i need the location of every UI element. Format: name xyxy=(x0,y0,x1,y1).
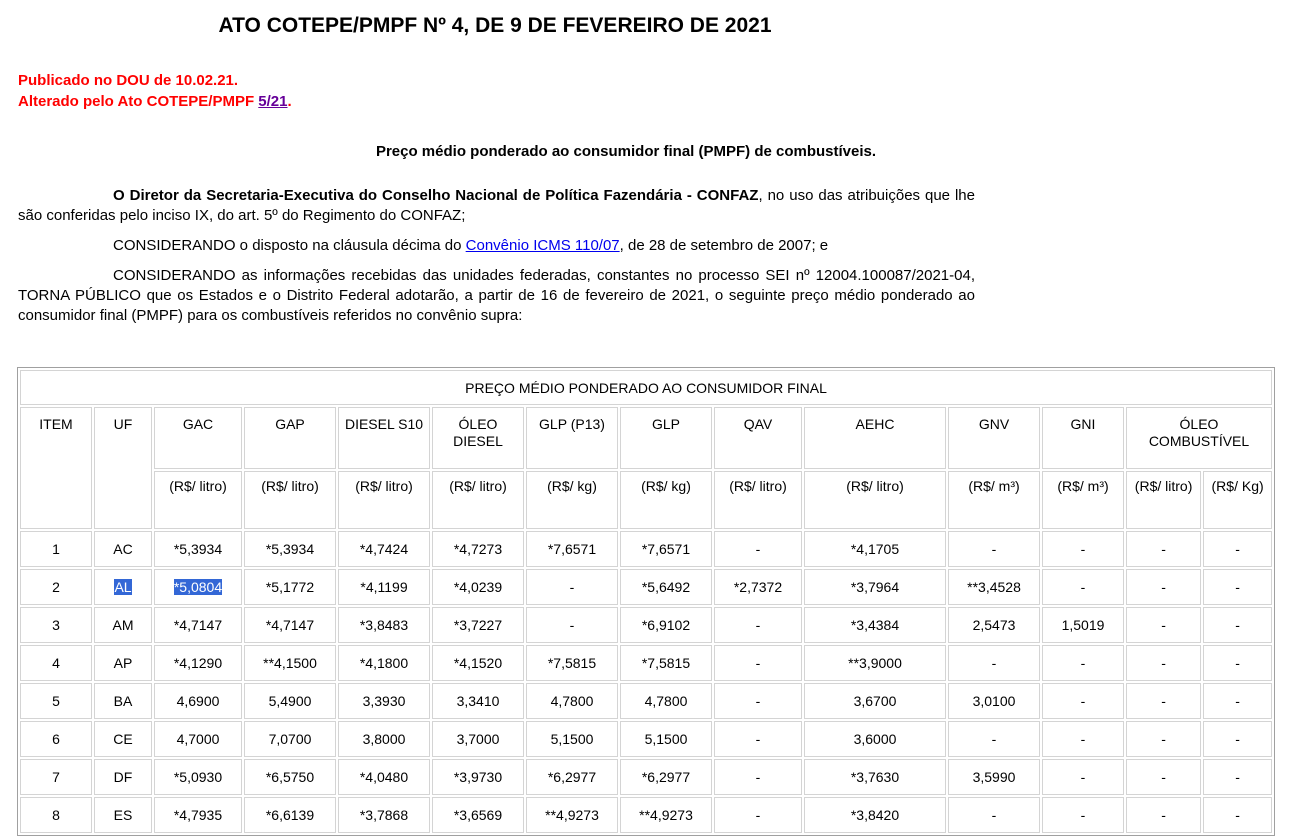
cell-value: *7,6571 xyxy=(547,541,597,557)
column-header: GAC xyxy=(154,407,242,469)
cell-value: - xyxy=(1235,769,1240,785)
cell-value: *7,5815 xyxy=(547,655,597,671)
cell-value: *4,0480 xyxy=(359,769,409,785)
cell-value: *4,7147 xyxy=(173,617,223,633)
table-cell xyxy=(1042,569,1124,605)
unit-cell: (R$/ litro) xyxy=(338,471,430,529)
table-cell xyxy=(154,797,242,833)
cell-value: *3,8483 xyxy=(359,617,409,633)
cell-value: 4,7800 xyxy=(644,693,688,709)
cell-value: **4,1500 xyxy=(263,655,317,671)
cell-value: - xyxy=(1080,693,1086,709)
table-cell xyxy=(244,645,336,681)
cell-value: *4,7935 xyxy=(173,807,223,823)
cell-value: *3,7630 xyxy=(850,769,900,785)
cell-value: 5 xyxy=(52,693,60,709)
cell-value: 4 xyxy=(52,655,60,671)
unit-cell: (R$/ litro) xyxy=(154,471,242,529)
cell-value: *4,1199 xyxy=(360,579,408,595)
table-cell xyxy=(1042,645,1124,681)
table-cell xyxy=(432,683,524,719)
table-cell xyxy=(948,759,1040,795)
cell-value: *3,9730 xyxy=(453,769,503,785)
table-cell xyxy=(338,531,430,567)
column-header: GAP xyxy=(244,407,336,469)
table-cell xyxy=(1203,797,1272,833)
cell-value: - xyxy=(1235,655,1240,671)
altered-line xyxy=(18,91,292,112)
cell-value: **4,9273 xyxy=(639,807,693,823)
table-cell xyxy=(1126,531,1201,567)
unit-cell: (R$/ litro) xyxy=(432,471,524,529)
cell-value: - xyxy=(991,541,997,557)
units-row xyxy=(20,471,1272,529)
altered-prefix: Alterado pelo Ato COTEPE/PMPF xyxy=(18,93,259,110)
cell-value: 4,7000 xyxy=(176,731,220,747)
column-header: ÓLEO COMBUSTÍVEL xyxy=(1126,407,1272,469)
cell-value: - xyxy=(1080,769,1086,785)
table-cell xyxy=(1126,683,1201,719)
table-cell xyxy=(948,569,1040,605)
cell-value: - xyxy=(1161,617,1166,633)
column-header: AEHC xyxy=(804,407,946,469)
cell-value: DF xyxy=(113,769,133,785)
table-cell xyxy=(154,759,242,795)
table-cell xyxy=(20,759,92,795)
table-cell xyxy=(1126,645,1201,681)
column-header: GLP xyxy=(620,407,712,469)
cell-value: BA xyxy=(113,693,133,709)
cell-value: 3,8000 xyxy=(362,731,406,747)
cell-value: *5,6492 xyxy=(641,579,691,595)
table-cell xyxy=(620,645,712,681)
cell-value: *4,1290 xyxy=(173,655,223,671)
table-cell xyxy=(20,721,92,757)
cell-value: - xyxy=(1080,731,1086,747)
considerando-1-pre: CONSIDERANDO o disposto na cláusula décima do xyxy=(113,237,466,254)
altered-suffix: . xyxy=(287,93,292,110)
table-cell xyxy=(526,797,618,833)
table-cell xyxy=(714,607,802,643)
cell-value: *4,1520 xyxy=(453,655,503,671)
cell-value: 2 xyxy=(52,579,60,595)
cell-value: *4,7273 xyxy=(453,541,503,557)
unit-cell: (R$/ m³) xyxy=(1042,471,1124,529)
table-cell xyxy=(804,569,946,605)
unit-cell: (R$/ litro) xyxy=(714,471,802,529)
cell-value: - xyxy=(569,579,575,595)
table-row xyxy=(20,721,1272,757)
paragraph-considerando-1 xyxy=(18,236,975,256)
table-cell xyxy=(620,607,712,643)
document-title: ATO COTEPE/PMPF Nº 4, DE 9 DE FEVEREIRO DE 2021 xyxy=(218,14,772,37)
table-cell xyxy=(1126,797,1201,833)
table-cell xyxy=(94,531,152,567)
cell-value: 6 xyxy=(52,731,60,747)
cell-value: - xyxy=(755,541,761,557)
table-cell xyxy=(948,797,1040,833)
unit-cell: (R$/ litro) xyxy=(244,471,336,529)
cell-value: - xyxy=(991,731,997,747)
table-cell xyxy=(948,683,1040,719)
table-cell xyxy=(714,797,802,833)
cell-value: 5,1500 xyxy=(644,731,688,747)
unit-cell: (R$/ litro) xyxy=(1126,471,1201,529)
paragraph-director xyxy=(18,186,975,226)
cell-value: **4,9273 xyxy=(545,807,599,823)
table-cell xyxy=(1203,721,1272,757)
table-row xyxy=(20,607,1272,643)
cell-value: - xyxy=(1235,541,1240,557)
cell-value: *5,0930 xyxy=(173,769,223,785)
column-header: GLP (P13) xyxy=(526,407,618,469)
table-cell xyxy=(1126,721,1201,757)
cell-value: 5,1500 xyxy=(550,731,594,747)
cell-value: - xyxy=(755,617,761,633)
cell-value: - xyxy=(1161,693,1166,709)
table-cell xyxy=(432,759,524,795)
table-cell xyxy=(714,683,802,719)
table-row xyxy=(20,645,1272,681)
table-cell xyxy=(804,531,946,567)
cell-value: - xyxy=(1235,617,1240,633)
table-cell xyxy=(620,759,712,795)
table-cell xyxy=(94,683,152,719)
table-cell xyxy=(338,797,430,833)
paragraph-considerando-2: CONSIDERANDO as informações recebidas das unidades federadas, constantes no processo SEI nº 12004.100087/2021-04, TORNA PÚBLICO que os Estados e o Distrito Federal adotarão, a partir de 16 de fevereiro de 2021, o seguinte preço médio ponderado ao consumidor final (PMPF) para os combustíveis referidos no convênio supra: xyxy=(18,267,975,324)
cell-value: 3,6700 xyxy=(853,693,897,709)
table-cell xyxy=(526,759,618,795)
table-cell xyxy=(804,645,946,681)
cell-value: *2,7372 xyxy=(733,579,783,595)
cell-value: - xyxy=(991,655,997,671)
table-cell xyxy=(1203,531,1272,567)
table-cell xyxy=(714,645,802,681)
table-cell xyxy=(20,569,92,605)
considerando-1-post: , de 28 de setembro de 2007; e xyxy=(619,237,829,254)
table-row xyxy=(20,797,1272,833)
cell-value: - xyxy=(1235,807,1240,823)
table-cell xyxy=(714,569,802,605)
table-cell xyxy=(620,683,712,719)
table-cell xyxy=(948,607,1040,643)
table-cell xyxy=(432,797,524,833)
cell-value: *4,7424 xyxy=(359,541,409,557)
table-cell xyxy=(948,645,1040,681)
table-cell xyxy=(244,759,336,795)
cell-value: 4,6900 xyxy=(176,693,220,709)
table-row xyxy=(20,759,1272,795)
cell-value: - xyxy=(1161,579,1166,595)
table-cell xyxy=(338,645,430,681)
table-cell xyxy=(714,531,802,567)
table-cell xyxy=(94,759,152,795)
publication-note xyxy=(18,70,292,112)
cell-value: *7,6571 xyxy=(641,541,691,557)
cell-value: - xyxy=(1235,731,1240,747)
table-cell xyxy=(338,721,430,757)
cell-value: 2,5473 xyxy=(972,617,1016,633)
table-cell xyxy=(1126,569,1201,605)
table-cell xyxy=(804,721,946,757)
table-cell xyxy=(432,645,524,681)
cell-value: *4,0239 xyxy=(453,579,503,595)
document-subject: Preço médio ponderado ao consumidor final (PMPF) de combustíveis. xyxy=(375,143,877,160)
cell-value: 3,5990 xyxy=(972,769,1016,785)
director-title: O Diretor da Secretaria-Executiva do Conselho Nacional de Política Fazendária - CONFAZ xyxy=(113,187,759,204)
table-cell xyxy=(714,721,802,757)
table-cell xyxy=(432,531,524,567)
table-cell xyxy=(620,569,712,605)
cell-value: *3,7227 xyxy=(453,617,503,633)
published-line: Publicado no DOU de 10.02.21. xyxy=(18,72,239,89)
unit-cell: (R$/ Kg) xyxy=(1203,471,1272,529)
cell-value: 3,7000 xyxy=(456,731,500,747)
cell-value: *3,4384 xyxy=(850,617,900,633)
cell-value: - xyxy=(1161,807,1166,823)
cell-value: - xyxy=(1080,655,1086,671)
column-header: QAV xyxy=(714,407,802,469)
table-row xyxy=(20,569,1272,605)
cell-value: *6,2977 xyxy=(641,769,691,785)
table-cell xyxy=(154,683,242,719)
cell-value: *6,5750 xyxy=(265,769,315,785)
table-cell xyxy=(526,531,618,567)
unit-cell: (R$/ m³) xyxy=(948,471,1040,529)
table-cell xyxy=(20,797,92,833)
table-cell xyxy=(338,759,430,795)
cell-value: - xyxy=(1161,769,1166,785)
cell-value: *7,5815 xyxy=(641,655,691,671)
cell-value: - xyxy=(1161,655,1166,671)
cell-value: - xyxy=(1161,541,1166,557)
table-cell xyxy=(244,607,336,643)
table-cell xyxy=(1203,645,1272,681)
cell-value: - xyxy=(755,693,761,709)
cell-value: AM xyxy=(112,617,134,633)
cell-value: 3 xyxy=(52,617,60,633)
cell-value: - xyxy=(1080,579,1086,595)
cell-value: - xyxy=(991,807,997,823)
table-row xyxy=(20,531,1272,567)
header-row xyxy=(20,407,1272,469)
table-cell xyxy=(94,721,152,757)
table-cell xyxy=(714,759,802,795)
cell-value: *3,6569 xyxy=(453,807,503,823)
pmpf-table-body xyxy=(20,370,1272,833)
cell-value: *3,8420 xyxy=(850,807,900,823)
table-cell xyxy=(620,797,712,833)
cell-value: **3,9000 xyxy=(848,655,902,671)
cell-value: 3,6000 xyxy=(853,731,897,747)
cell-value: *6,6139 xyxy=(265,807,315,823)
cell-value: 1 xyxy=(52,541,60,557)
table-cell xyxy=(526,683,618,719)
table-cell xyxy=(94,797,152,833)
cell-value: *4,1800 xyxy=(359,655,409,671)
table-cell xyxy=(432,569,524,605)
selected-text: *5,0804 xyxy=(173,579,223,595)
table-cell xyxy=(526,569,618,605)
table-cell xyxy=(948,531,1040,567)
altered-link[interactable]: 5/21 xyxy=(258,93,288,110)
table-cell xyxy=(154,531,242,567)
table-cell xyxy=(244,721,336,757)
cell-value: - xyxy=(569,617,575,633)
cell-value: 7 xyxy=(52,769,60,785)
cell-value: *4,7147 xyxy=(265,617,315,633)
table-cell xyxy=(154,607,242,643)
cell-value: **3,4528 xyxy=(967,579,1021,595)
table-cell xyxy=(1042,759,1124,795)
column-header: ÓLEO DIESEL xyxy=(432,407,524,469)
pmpf-table xyxy=(17,367,1275,836)
unit-cell: (R$/ kg) xyxy=(620,471,712,529)
cell-value: *5,1772 xyxy=(265,579,315,595)
table-cell xyxy=(804,683,946,719)
table-cell xyxy=(432,607,524,643)
cell-value: - xyxy=(755,807,761,823)
column-header: DIESEL S10 xyxy=(338,407,430,469)
cell-value: CE xyxy=(113,731,133,747)
cell-value: AP xyxy=(113,655,133,671)
unit-cell: (R$/ kg) xyxy=(526,471,618,529)
cell-value: *3,7868 xyxy=(359,807,409,823)
unit-cell: (R$/ litro) xyxy=(804,471,946,529)
table-cell xyxy=(154,645,242,681)
table-cell xyxy=(804,607,946,643)
table-cell xyxy=(244,531,336,567)
paragraph-director-rest: , no uso das atribuições que lhe são conferidas pelo inciso IX, do art. 5º do Regimento do CONFAZ; xyxy=(18,187,975,224)
cell-value: 3,0100 xyxy=(972,693,1016,709)
column-header: GNV xyxy=(948,407,1040,469)
cell-value: AC xyxy=(113,541,133,557)
cell-value: *6,9102 xyxy=(641,617,691,633)
table-cell xyxy=(1126,607,1201,643)
table-cell xyxy=(20,607,92,643)
cell-value: *6,2977 xyxy=(547,769,597,785)
table-cell xyxy=(338,683,430,719)
column-header: ITEM xyxy=(20,407,92,529)
cell-value: 5,4900 xyxy=(268,693,312,709)
cell-value: 7,0700 xyxy=(268,731,312,747)
table-cell xyxy=(804,759,946,795)
table-cell xyxy=(94,569,152,605)
table-cell xyxy=(1126,759,1201,795)
cell-value: - xyxy=(1235,693,1240,709)
cell-value: *5,3934 xyxy=(265,541,315,557)
table-cell xyxy=(1203,569,1272,605)
table-row xyxy=(20,683,1272,719)
cell-value: *5,3934 xyxy=(173,541,223,557)
table-cell xyxy=(1042,721,1124,757)
column-header: UF xyxy=(94,407,152,529)
table-cell xyxy=(338,607,430,643)
cell-value: 8 xyxy=(52,807,60,823)
cell-value: 1,5019 xyxy=(1061,617,1105,633)
cell-value: 3,3930 xyxy=(362,693,406,709)
table-cell xyxy=(338,569,430,605)
cell-value: - xyxy=(1161,731,1166,747)
table-cell xyxy=(620,531,712,567)
cell-value: 3,3410 xyxy=(456,693,500,709)
cell-value: - xyxy=(1080,541,1086,557)
cell-value: - xyxy=(755,655,761,671)
table-cell xyxy=(526,645,618,681)
table-cell xyxy=(20,645,92,681)
table-cell xyxy=(1042,531,1124,567)
table-cell xyxy=(526,607,618,643)
table-cell xyxy=(94,607,152,643)
table-cell xyxy=(1042,683,1124,719)
table-cell xyxy=(94,645,152,681)
selected-text: AL xyxy=(114,579,132,595)
table-cell xyxy=(154,721,242,757)
table-cell xyxy=(1203,759,1272,795)
cell-value: 4,7800 xyxy=(550,693,594,709)
table-cell xyxy=(1042,797,1124,833)
column-header: GNI xyxy=(1042,407,1124,469)
table-cell xyxy=(620,721,712,757)
cell-value: - xyxy=(1080,807,1086,823)
cell-value: - xyxy=(755,769,761,785)
cell-value: *4,1705 xyxy=(850,541,900,557)
table-cell xyxy=(432,721,524,757)
table-cell xyxy=(244,569,336,605)
table-cell xyxy=(804,797,946,833)
table-cell xyxy=(154,569,242,605)
table-cell xyxy=(244,797,336,833)
cell-value: *3,7964 xyxy=(850,579,900,595)
convenio-link[interactable]: Convênio ICMS 110/07 xyxy=(465,237,620,254)
table-cell xyxy=(526,721,618,757)
table-cell xyxy=(948,721,1040,757)
table-cell xyxy=(1042,607,1124,643)
cell-value: ES xyxy=(113,807,133,823)
table-cell xyxy=(1203,607,1272,643)
table-cell xyxy=(20,531,92,567)
table-cell xyxy=(20,683,92,719)
table-cell xyxy=(244,683,336,719)
table-caption: PREÇO MÉDIO PONDERADO AO CONSUMIDOR FINAL xyxy=(20,370,1272,405)
cell-value: - xyxy=(755,731,761,747)
cell-value: - xyxy=(1235,579,1240,595)
table-cell xyxy=(1203,683,1272,719)
